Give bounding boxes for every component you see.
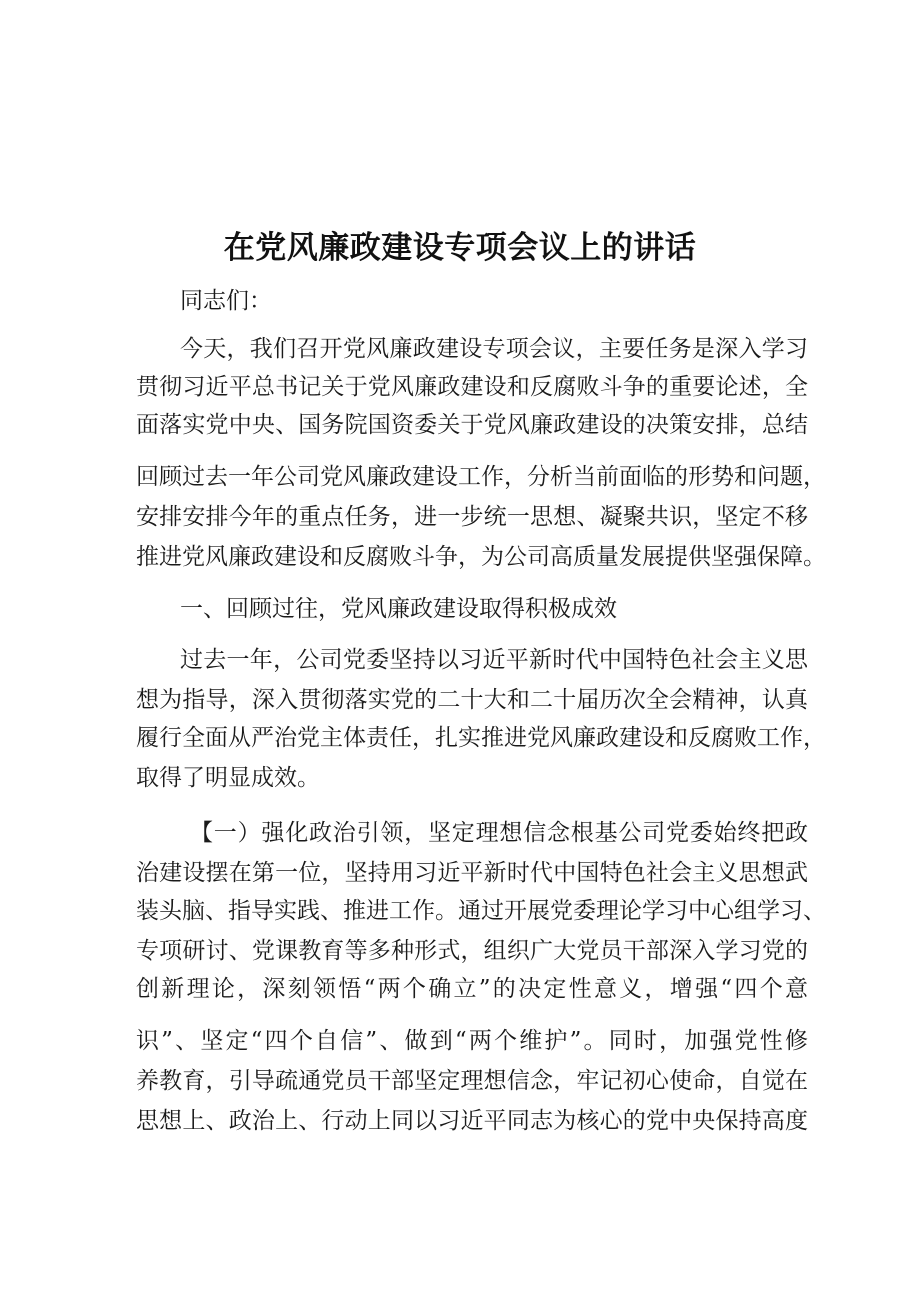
- document-title: 在党风廉政建设专项会议上的讲话: [223, 230, 697, 266]
- salutation: 同志们：: [180, 288, 272, 314]
- section-paragraph-line: 想为指导，深入贯彻落实党的二十大和二十届历次全会精神，认真: [136, 687, 808, 713]
- subsection-line: 治建设摆在第一位，坚持用习近平新时代中国特色社会主义思想武: [136, 860, 808, 886]
- intro-line: 今天，我们召开党风廉政建设专项会议，主要任务是深入学习: [180, 336, 808, 362]
- subsection-line: 装头脑、指导实践、推进工作。通过开展党委理论学习中心组学习、: [136, 898, 826, 924]
- section-paragraph-line: 过去一年，公司党委坚持以习近平新时代中国特色社会主义思: [180, 647, 808, 673]
- intro-line: 回顾过去一年公司党风廉政建设工作，分析当前面临的形势和问题，: [136, 464, 826, 490]
- intro-line: 面落实党中央、国务院国资委关于党风廉政建设的决策安排，总结: [136, 412, 808, 438]
- intro-line: 贯彻习近平总书记关于党风廉政建设和反腐败斗争的重要论述，全: [136, 374, 808, 400]
- subsection-line: 专项研讨、党课教育等多种形式，组织广大党员干部深入学习党的: [136, 938, 808, 964]
- intro-line: 推进党风廉政建设和反腐败斗争，为公司高质量发展提供坚强保障。: [136, 544, 826, 570]
- subsection-line: 【一）强化政治引领，坚定理想信念根基公司党委始终把政: [190, 820, 808, 846]
- subsection-line: 思想上、政治上、行动上同以习近平同志为核心的党中央保持高度: [136, 1108, 808, 1134]
- subsection-line: 识”、坚定“四个自信”、做到“两个维护”。同时，加强党性修: [136, 1028, 808, 1054]
- section-paragraph-line: 履行全面从严治党主体责任，扎实推进党风廉政建设和反腐败工作，: [136, 725, 826, 751]
- intro-line: 安排安排今年的重点任务，进一步统一思想、凝聚共识，坚定不移: [136, 504, 808, 530]
- section-heading: 一、回顾过往，党风廉政建设取得积极成效: [180, 596, 617, 622]
- subsection-line: 养教育，引导疏通党员干部坚定理想信念，牢记初心使命，自觉在: [136, 1068, 808, 1094]
- section-paragraph-line: 取得了明显成效。: [136, 765, 320, 791]
- subsection-line: 创新理论，深刻领悟“两个确立”的决定性意义，增强“四个意: [136, 976, 808, 1002]
